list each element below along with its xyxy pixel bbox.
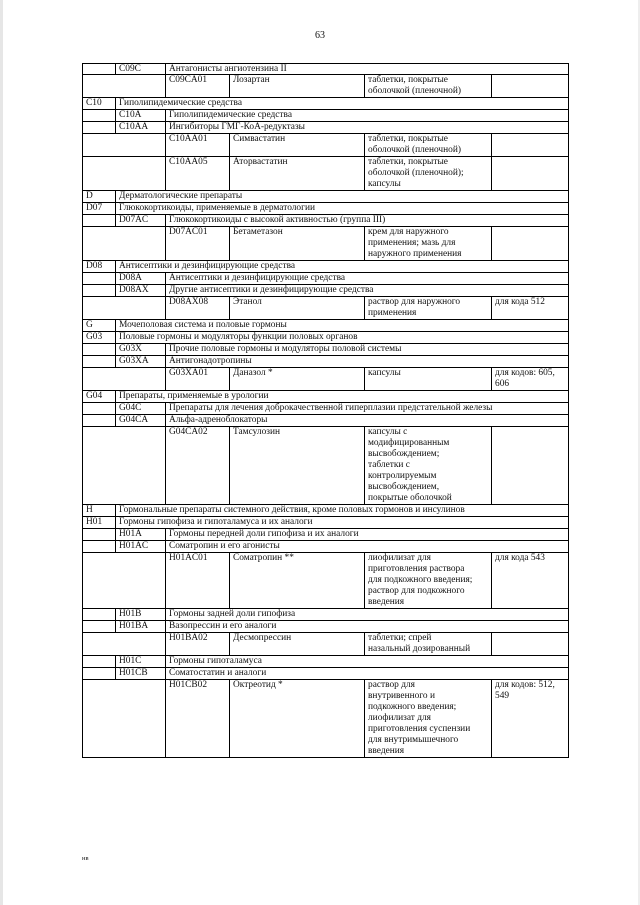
subgroup-code-cell: Антисептики и дезинфицирующие средства bbox=[115, 261, 570, 272]
atx-code-cell: Прочие половые гормоны и модуляторы половой системы bbox=[165, 344, 570, 355]
subgroup-code-cell: H01CB bbox=[115, 668, 165, 679]
atx-code-cell: Гиполипидемические средства bbox=[165, 110, 570, 121]
table-row bbox=[82, 75, 569, 98]
note-cell bbox=[491, 75, 570, 97]
subgroup-code-cell: H01A bbox=[115, 529, 165, 540]
note-cell: для кода 543 bbox=[491, 553, 570, 608]
table-row bbox=[82, 332, 569, 344]
subgroup-code-cell: Глюкокортикоиды, применяемые в дерматологии bbox=[115, 203, 570, 214]
group-code-cell: C10 bbox=[86, 98, 102, 108]
table-row bbox=[82, 122, 569, 134]
dosage-form-cell: таблетки; спрей назальный дозированный bbox=[364, 633, 491, 655]
subgroup-code-cell: Мочеполовая система и половые гормоны bbox=[115, 320, 570, 331]
subgroup-code-cell: G04CA bbox=[115, 415, 165, 426]
page-number: 63 bbox=[315, 30, 325, 41]
group-code-cell: G04 bbox=[86, 391, 103, 401]
dosage-form-cell: капсулы с модифицированным высвобождением; таблетки с контролируемым высвобождением, покрытые оболочкой bbox=[364, 427, 491, 504]
table-row bbox=[82, 261, 569, 273]
atx-code-cell: Гормоны гипоталамуса bbox=[165, 656, 570, 667]
table-row bbox=[82, 215, 569, 227]
drug-name-cell: Лозартан bbox=[229, 75, 364, 97]
note-cell bbox=[491, 427, 570, 504]
table-row bbox=[82, 529, 569, 541]
drug-name-cell: Тамсулозин bbox=[229, 427, 364, 504]
group-code-cell: D08 bbox=[86, 261, 103, 271]
table-row bbox=[82, 227, 569, 261]
atx-code-cell: D07AC01 bbox=[165, 227, 229, 260]
group-code-cell: D bbox=[86, 191, 93, 201]
table-row bbox=[82, 273, 569, 285]
subgroup-code-cell: Препараты, применяемые в урологии bbox=[115, 391, 570, 402]
atx-code-cell: H01AC01 bbox=[165, 553, 229, 608]
atx-code-cell: D08AX08 bbox=[165, 297, 229, 319]
table-row bbox=[82, 63, 569, 75]
table-row bbox=[82, 415, 569, 427]
subgroup-code-cell: H01C bbox=[115, 656, 165, 667]
dosage-form-cell: лиофилизат для приготовления раствора для подкожного введения; раствор для подкожного введения bbox=[364, 553, 491, 608]
dosage-form-cell: раствор для внутривенного и подкожного введения; лиофилизат для приготовления суспензии для внутримышечного введения bbox=[364, 680, 491, 757]
group-code-cell: H bbox=[86, 505, 93, 515]
note-cell bbox=[491, 157, 570, 190]
subgroup-code-cell: H01AC bbox=[115, 541, 165, 552]
subgroup-code-cell: G03X bbox=[115, 344, 165, 355]
subgroup-code-cell: H01BA bbox=[115, 621, 165, 632]
table-row bbox=[82, 517, 569, 529]
atx-code-cell: C10AA05 bbox=[165, 157, 229, 190]
note-cell: для кода 512 bbox=[491, 297, 570, 319]
table-row bbox=[82, 403, 569, 415]
subgroup-code-cell: G04C bbox=[115, 403, 165, 414]
subgroup-code-cell: D08AX bbox=[115, 285, 165, 296]
table-row bbox=[82, 110, 569, 122]
group-code-cell: G03 bbox=[86, 332, 103, 342]
drug-name-cell: Даназол * bbox=[229, 368, 364, 390]
drug-name-cell: Бетаметазон bbox=[229, 227, 364, 260]
table-row bbox=[82, 656, 569, 668]
table-row bbox=[82, 157, 569, 191]
note-cell bbox=[491, 633, 570, 655]
subgroup-code-cell: G03XA bbox=[115, 356, 165, 367]
dosage-form-cell: капсулы bbox=[364, 368, 491, 390]
table-row bbox=[82, 633, 569, 656]
atx-code-cell: G04CA02 bbox=[165, 427, 229, 504]
subgroup-code-cell: Половые гормоны и модуляторы функции половых органов bbox=[115, 332, 570, 343]
note-cell bbox=[491, 134, 570, 156]
table-row bbox=[82, 191, 569, 203]
dosage-form-cell: крем для наружного применения; мазь для наружного применения bbox=[364, 227, 491, 260]
atx-code-cell: Антагонисты ангиотензина II bbox=[165, 64, 570, 74]
note-cell bbox=[491, 227, 570, 260]
scan-edge-left bbox=[0, 0, 3, 905]
group-code-cell: D07 bbox=[86, 203, 103, 213]
table-row bbox=[82, 680, 569, 758]
table-row bbox=[82, 621, 569, 633]
drug-name-cell: Октреотид * bbox=[229, 680, 364, 757]
subgroup-code-cell: Гормональные препараты системного действия, кроме половых гормонов и инсулинов bbox=[115, 505, 570, 516]
atx-code-cell: C09CA01 bbox=[165, 75, 229, 97]
table-row bbox=[82, 391, 569, 403]
atx-code-cell: Гормоны задней доли гипофиза bbox=[165, 609, 570, 620]
atx-code-cell: Вазопрессин и его аналоги bbox=[165, 621, 570, 632]
drug-name-cell: Соматропин ** bbox=[229, 553, 364, 608]
subgroup-code-cell: D07AC bbox=[115, 215, 165, 226]
subgroup-code-cell: H01B bbox=[115, 609, 165, 620]
table-row bbox=[82, 320, 569, 332]
table-row bbox=[82, 98, 569, 110]
dosage-form-cell: таблетки, покрытые оболочкой (пленочной); капсулы bbox=[364, 157, 491, 190]
table-row bbox=[82, 203, 569, 215]
table-row bbox=[82, 609, 569, 621]
table-row bbox=[82, 297, 569, 320]
atx-code-cell: Гормоны передней доли гипофиза и их аналоги bbox=[165, 529, 570, 540]
drug-name-cell: Симвастатин bbox=[229, 134, 364, 156]
atx-code-cell: C10AA01 bbox=[165, 134, 229, 156]
table-row bbox=[82, 427, 569, 505]
drug-classification-table bbox=[82, 63, 569, 758]
atx-code-cell: Антигонадотропины bbox=[165, 356, 570, 367]
atx-code-cell: Соматостатин и аналоги bbox=[165, 668, 570, 679]
table-row bbox=[82, 134, 569, 157]
subgroup-code-cell: C09C bbox=[115, 64, 165, 74]
table-row bbox=[82, 553, 569, 609]
table-row bbox=[82, 344, 569, 356]
atx-code-cell: G03XA01 bbox=[165, 368, 229, 390]
table-row bbox=[82, 505, 569, 517]
footer-mark: нв bbox=[82, 855, 89, 862]
atx-code-cell: Глюкокортикоиды с высокой активностью (группа III) bbox=[165, 215, 570, 226]
dosage-form-cell: таблетки, покрытые оболочкой (пленочной) bbox=[364, 75, 491, 97]
table-row bbox=[82, 285, 569, 297]
subgroup-code-cell: Дерматологические препараты bbox=[115, 191, 570, 202]
table-row bbox=[82, 668, 569, 680]
atx-code-cell: Соматропин и его агонисты bbox=[165, 541, 570, 552]
atx-code-cell: H01CB02 bbox=[165, 680, 229, 757]
subgroup-code-cell: C10A bbox=[115, 110, 165, 121]
table-row bbox=[82, 541, 569, 553]
atx-code-cell: Препараты для лечения доброкачественной гиперплазии предстательной железы bbox=[165, 403, 570, 414]
note-cell: для кодов: 512, 549 bbox=[491, 680, 570, 757]
note-cell: для кодов: 605, 606 bbox=[491, 368, 570, 390]
table-row bbox=[82, 368, 569, 391]
drug-name-cell: Этанол bbox=[229, 297, 364, 319]
table-row bbox=[82, 356, 569, 368]
atx-code-cell: Антисептики и дезинфицирующие средства bbox=[165, 273, 570, 284]
atx-code-cell: Другие антисептики и дезинфицирующие средства bbox=[165, 285, 570, 296]
atx-code-cell: H01BA02 bbox=[165, 633, 229, 655]
atx-code-cell: Альфа-адреноблокаторы bbox=[165, 415, 570, 426]
subgroup-code-cell: Гиполипидемические средства bbox=[115, 98, 570, 109]
drug-name-cell: Десмопрессин bbox=[229, 633, 364, 655]
dosage-form-cell: раствор для наружного применения bbox=[364, 297, 491, 319]
group-code-cell: G bbox=[86, 320, 93, 330]
subgroup-code-cell: C10AA bbox=[115, 122, 165, 133]
group-code-cell: H01 bbox=[86, 517, 103, 527]
subgroup-code-cell: Гормоны гипофиза и гипоталамуса и их аналоги bbox=[115, 517, 570, 528]
subgroup-code-cell: D08A bbox=[115, 273, 165, 284]
atx-code-cell: Ингибиторы ГМГ-КоА-редуктазы bbox=[165, 122, 570, 133]
dosage-form-cell: таблетки, покрытые оболочкой (пленочной) bbox=[364, 134, 491, 156]
drug-name-cell: Аторвастатин bbox=[229, 157, 364, 190]
